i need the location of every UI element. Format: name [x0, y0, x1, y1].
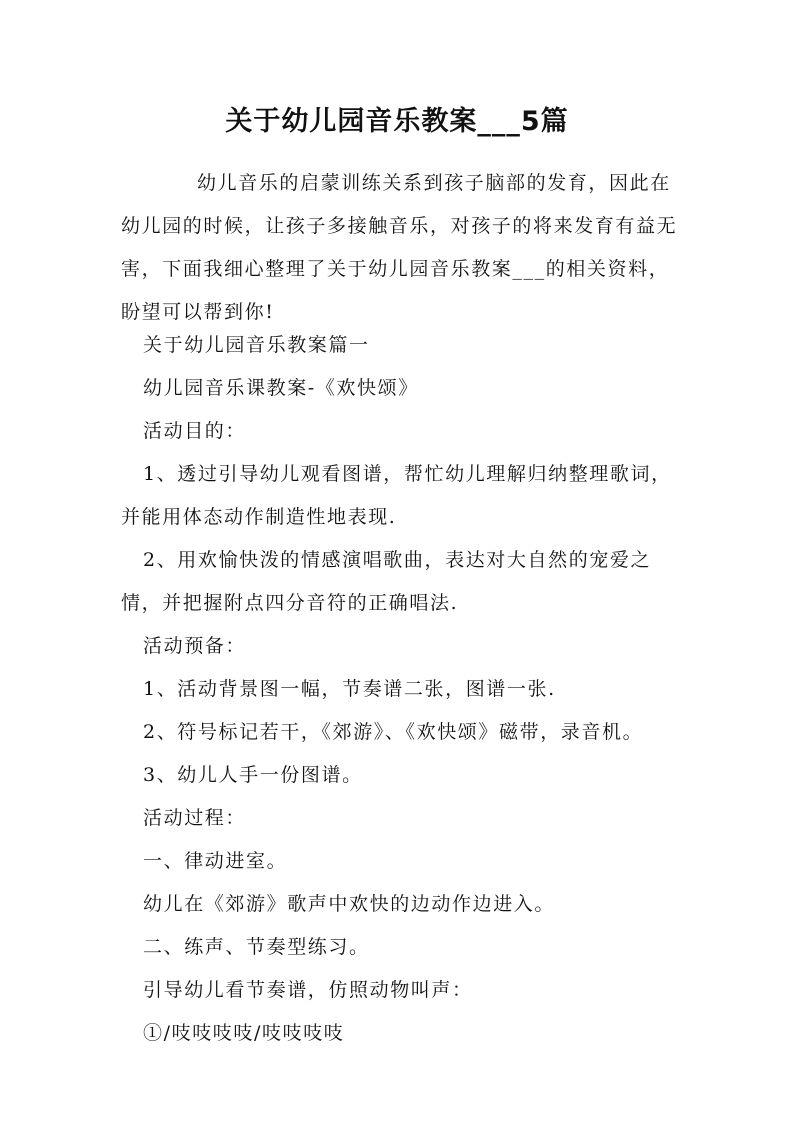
section-heading: 关于幼儿园音乐教案篇一 [143, 334, 370, 356]
process-step-1-detail: 幼儿在《郊游》歌声中欢快的边动作边进入。 [143, 893, 556, 915]
document-title: 关于幼儿园音乐教案___5篇 [225, 106, 569, 137]
lesson-title: 幼儿园音乐课教案-《欢快颂》 [143, 377, 419, 399]
goal-item-2-line-2: 情，并把握附点四分音符的正确唱法. [121, 592, 459, 614]
prep-item-1: 1、活动背景图一幅，节奏谱二张，图谱一张. [143, 678, 556, 700]
goal-item-1-line-2: 并能用体态动作制造性地表现. [121, 506, 397, 528]
prep-heading: 活动预备： [143, 635, 247, 657]
intro-paragraph: 幼儿音乐的启蒙训练关系到孩子脑部的发育，因此在幼儿园的时候，让孩子多接触音乐，对孩子的将来发育有益无害，下面我细心整理了关于幼儿园音乐教案___的相关资料，盼望可以帮到你! [121, 172, 678, 323]
goal-heading: 活动目的： [143, 420, 247, 442]
process-step-2-detail: 引导幼儿看节奏谱，仿照动物叫声： [143, 979, 473, 1001]
process-step-1: 一、律动进室。 [143, 850, 288, 872]
rhythm-line-1: ①/吱吱吱吱/吱吱吱吱 [143, 1022, 345, 1044]
prep-item-2: 2、符号标记若干，《郊游》、《欢快颂》磁带，录音机。 [143, 721, 644, 743]
prep-item-3: 3、幼儿人手一份图谱。 [143, 764, 363, 786]
process-heading: 活动过程： [143, 807, 247, 829]
goal-item-2-line-1: 2、用欢愉快泼的情感演唱歌曲，表达对大自然的宠爱之 [143, 549, 652, 571]
goal-item-1-line-1: 1、透过引导幼儿观看图谱，帮忙幼儿理解归纳整理歌词， [143, 463, 672, 485]
process-step-2: 二、练声、节奏型练习。 [143, 936, 370, 958]
